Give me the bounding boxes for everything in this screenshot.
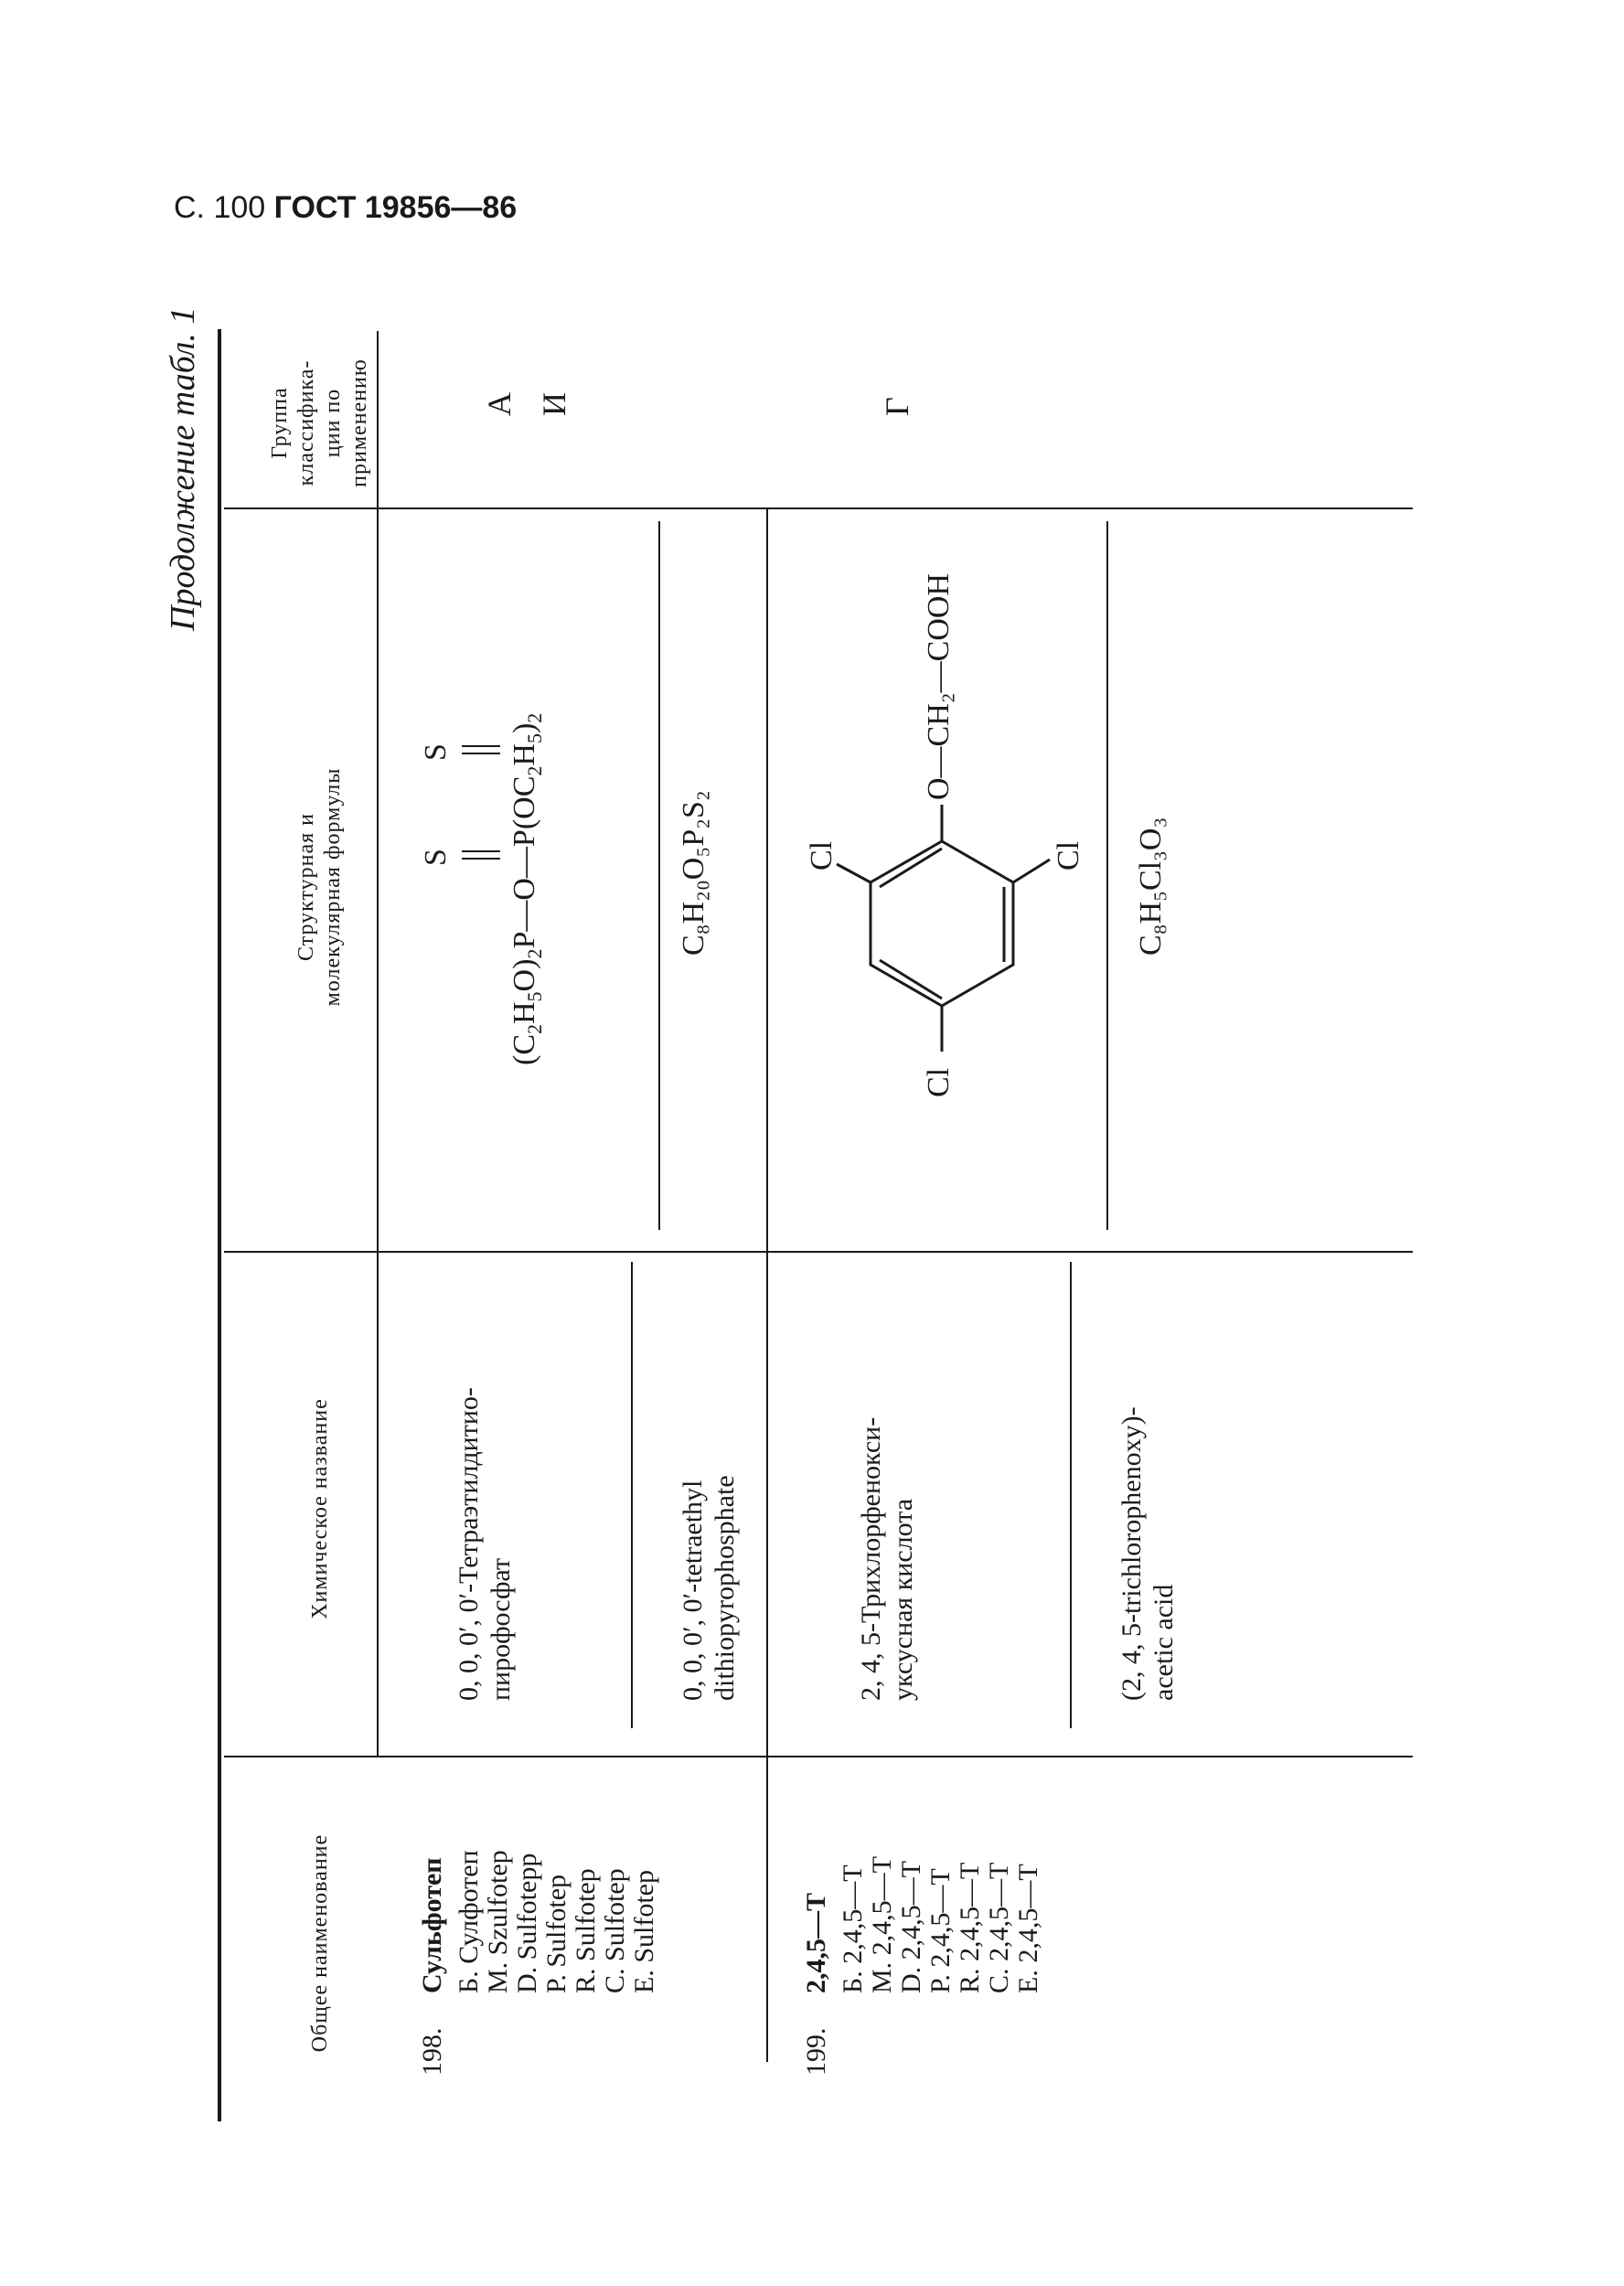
row-number: 198. [417,2027,447,2076]
header-class-group: Группа классифика-ции по применению [268,358,371,487]
header-formula: Структурная и молекулярная формулы [294,767,345,1007]
standard-code: ГОСТ 19856—86 [273,190,518,225]
chem-name-ru: 2, 4, 5-Трихлорфенокси- [856,1416,886,1701]
molecular-formula: C₈H₂₀O₅P₂S₂ [677,790,710,956]
structural-formula: $(C_2H_5O)_2P—O—P(OC_2H_5)_2$ [508,712,546,1065]
double-bond [462,858,500,860]
rule-row-split [766,507,768,2062]
class-letter: Г [879,397,915,416]
synonym-item: Б. 2,4,5—Т [838,1864,868,1993]
synonym-item: Б. Сулфотеп [454,1850,484,1993]
rule-col-formula [224,1251,1413,1253]
synonym-item: E. 2,4,5—T [1013,1864,1043,1993]
synonym-item: R. 2,4,5—T [955,1862,985,1993]
chlorine-atom: Cl [1052,840,1085,871]
chem-name-ru: пирофосфат [486,1557,516,1701]
header-chemical-name: Химическое название [307,1398,332,1619]
chlorine-atom: Cl [922,1067,956,1097]
chem-name-en: acetic acid [1149,1584,1179,1701]
common-name: 2,4,5—Т [801,1892,831,1993]
common-name: Сульфотеп [417,1857,447,1993]
molecular-formula: C₈H₅Cl₃O₃ [1134,817,1168,956]
synonym-item: P. Sulfotep [541,1874,572,1993]
sulfur-atom: S [419,743,453,761]
page-number: С. 100 [174,190,266,225]
sulfur-atom: S [419,849,453,866]
chem-name-ru: 0, 0, 0′, 0′-Тетраэтилдитио- [454,1387,484,1701]
side-chain: O—CH₂—COOH [922,573,956,800]
synonym-item: E. Sulfotep [629,1870,659,1993]
table-caption: Продолжение табл. 1 [164,306,202,631]
chem-name-en: dithiopyrophosphate [710,1475,740,1701]
chem-name-en: (2, 4, 5-trichlorophenoxy)- [1116,1406,1147,1701]
double-bond [462,753,500,754]
rule-top [218,329,221,2121]
rule-198-formula-sep [658,521,660,1230]
synonym-item: R. Sulfotep [571,1868,601,1993]
rule-col-chem [224,1756,1413,1757]
rule-199-chem-sep [1070,1262,1072,1728]
double-bond [462,745,500,747]
double-bond [462,850,500,852]
chlorine-atom: Cl [805,840,839,871]
chem-name-ru: уксусная кислота [888,1498,918,1701]
rule-199-formula-sep [1106,521,1108,1230]
rule-header [377,331,379,1756]
synonym-item: C. 2,4,5—T [984,1862,1014,1993]
synonym-item: М. Szulfotep [483,1850,513,1993]
synonym-item: C. Sulfotep [600,1868,630,1993]
rule-198-chem-sep [631,1262,633,1728]
synonym-item: D. Sulfotepp [512,1853,542,1993]
header-common-name: Общее наименование [307,1833,332,2053]
class-letter: А [481,392,518,416]
row-number: 199. [801,2027,831,2076]
chem-name-en: 0, 0, 0′, 0′-tetraethyl [678,1479,708,1701]
synonym-item: D. 2,4,5—T [896,1861,926,1993]
class-letter: И [536,392,572,416]
synonym-item: М. 2,4,5—Т [867,1856,897,1993]
synonym-item: P. 2,4,5—T [925,1868,956,1993]
